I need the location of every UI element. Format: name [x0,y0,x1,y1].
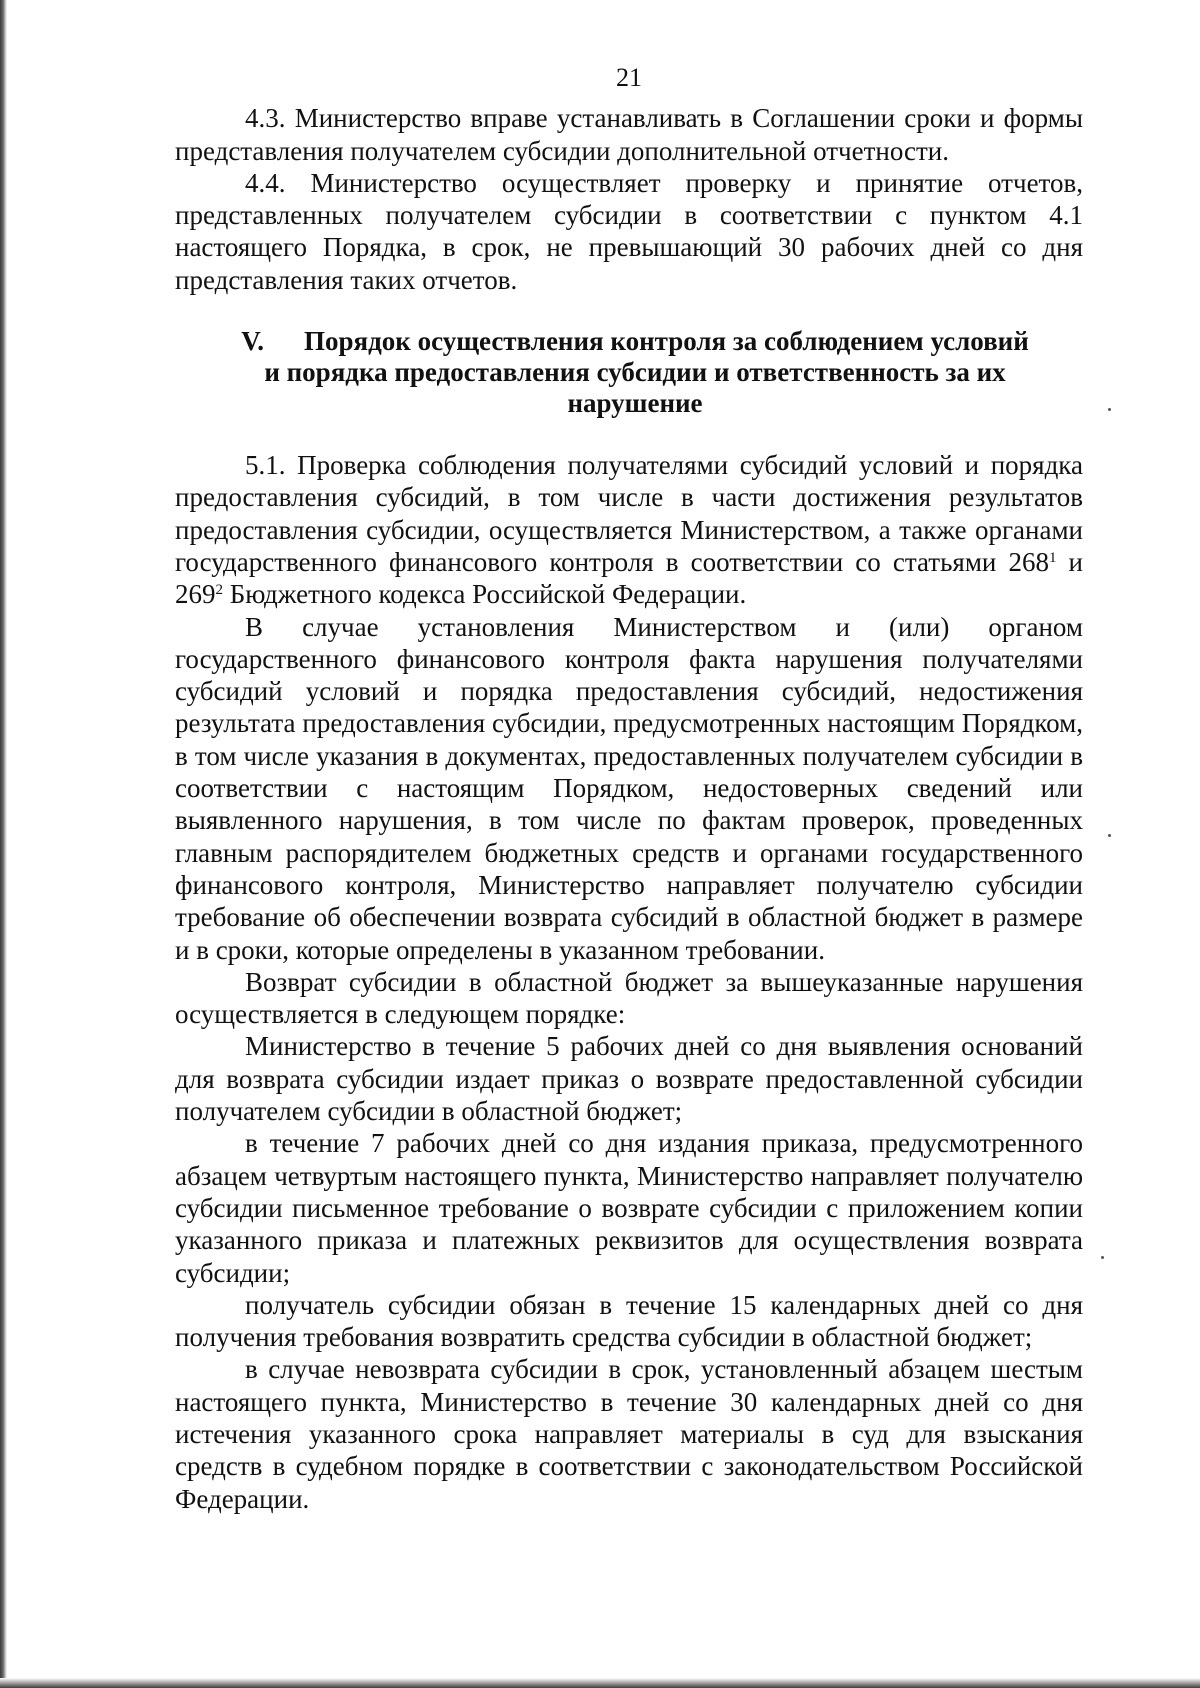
superscript-1: 1 [1048,549,1057,566]
scan-speck [1108,408,1111,411]
paragraph-court-recovery: в случае невозврата субсидии в срок, установленный абзацем шестым настоящего пункта, Министерство в течение 30 календарных дней со дня истечения указанного срока направляет материалы в суд для взыскания средств в судебном порядке в соответствии с законодательством Российской Федерации. [175,1354,1083,1514]
paragraph-violation-case: В случае установления Министерством и (или) органом государственного финансового контроля факта нарушения получателями субсидий условий и порядка предоставления субсидий, недостижения результата предоставления субсидии, предусмотренных настоящим Порядком, в том числе указания в документах, предоставленных получателем субсидии в соответствии с настоящим Порядком, недостоверных сведений или выявленного нарушения, в том числе по фактам проверок, проведенных главным распорядителем бюджетных средств и органами государственного финансового контроля, Министерство направляет получателю субсидии требование об обеспечении возврата субсидий в областной бюджет в размере и в сроки, которые определены в указанном требовании. [175,611,1083,965]
section-number: V. [241,326,264,357]
paragraph-5-1-text: 5.1. Проверка соблюдения получателями субсидий условий и порядка предоставления субсидий, в том числе в части достижения результатов предоставления субсидии, осуществляется Министерством, а также органами государственного финансового контроля в соответствии со статьями 268 [175,450,1083,577]
scan-edge-left [0,0,7,1688]
paragraph-recipient-obligation: получатель субсидии обязан в течение 15 календарных дней со дня получения требования возвратить средства субсидии в областной бюджет; [175,1289,1083,1353]
paragraph-written-demand: в течение 7 рабочих дней со дня издания приказа, предусмотренного абзацем четвуртым настоящего пункта, Министерство направляет получателю субсидии письменное требование о возврате субсидии с приложением копии указанного приказа и платежных реквизитов для осуществления возврата субсидии; [175,1128,1083,1288]
paragraph-5-1 [175,449,1083,610]
page-number: 21 [616,63,642,92]
document-page [175,62,1083,1515]
section-title: Порядок осуществления контроля за соблюдением условий и порядка предоставления субсидии и ответственность за их нарушение [264,326,1029,419]
paragraph-4-4: 4.4. Министерство осуществляет проверку и принятие отчетов, представленных получателем субсидии в соответствии с пунктом 4.1 настоящего Порядка, в срок, не превышающий 30 рабочих дней со дня представления таких отчетов. [175,167,1083,295]
section-heading [175,326,1083,419]
paragraph-ministry-order: Министерство в течение 5 рабочих дней со дня выявления оснований для возврата субсидии издает приказ о возврате предоставленной субсидии получателем субсидии в областной бюджет; [175,1031,1083,1127]
paragraph-5-1-text: Бюджетного кодекса Российской Федерации. [223,579,747,610]
scan-speck [1101,1256,1104,1259]
superscript-2: 2 [215,582,223,599]
paragraph-5-1-text: и 269 [175,546,1083,610]
paragraph-4-3: 4.3. Министерство вправе устанавливать в Соглашении сроки и формы представления получателем субсидии дополнительной отчетности. [175,103,1083,166]
scan-edge-bottom [0,1678,1200,1688]
paragraph-return-order: Возврат субсидии в областной бюджет за вышеуказанные нарушения осуществляется в следующем порядке: [175,966,1083,1030]
scan-speck [1108,834,1111,837]
